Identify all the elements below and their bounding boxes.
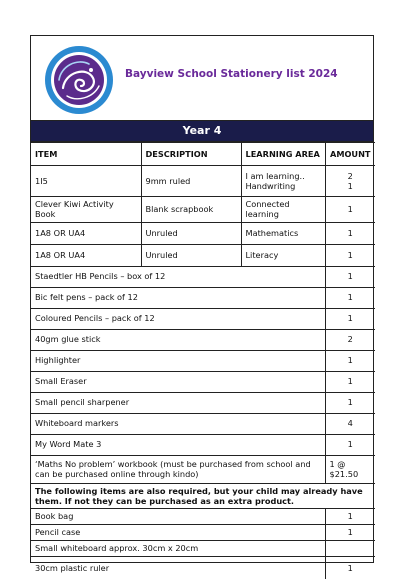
item-cell: Coloured Pencils – pack of 12 (31, 308, 325, 329)
item-cell: Whiteboard markers (31, 413, 325, 434)
area-cell (241, 166, 325, 197)
table-row (31, 557, 375, 579)
amount-cell: 1 (325, 197, 375, 223)
column-header-description: DESCRIPTION (141, 143, 241, 166)
description-cell: Blank scrapbook (141, 197, 241, 223)
amount-cell: 1 (325, 222, 375, 244)
table-row (31, 541, 375, 557)
item-cell: Bic felt pens – pack of 12 (31, 287, 325, 308)
table-row (31, 434, 375, 455)
table-row (31, 525, 375, 541)
amount-cell (325, 455, 375, 483)
table-row (31, 509, 375, 525)
area-cell: Mathematics (241, 222, 325, 244)
column-header-area: LEARNING AREA (241, 143, 325, 166)
table-row (31, 287, 375, 308)
description-cell: Unruled (141, 244, 241, 266)
item-cell: Small whiteboard approx. 30cm x 20cm (31, 541, 325, 557)
table-row (31, 350, 375, 371)
description-cell: 9mm ruled (141, 166, 241, 197)
table-row (31, 455, 375, 483)
document-header (31, 36, 373, 121)
item-cell: 30cm plastic ruler (31, 557, 325, 579)
item-cell: 1A8 OR UA4 (31, 222, 141, 244)
amount-cell: 1 (325, 434, 375, 455)
table-row (31, 413, 375, 434)
table-row (31, 371, 375, 392)
table-row (31, 392, 375, 413)
table-row (31, 166, 375, 197)
item-cell: 1I5 (31, 166, 141, 197)
table-row (31, 329, 375, 350)
table-row (31, 308, 375, 329)
amount-cell: 1 (325, 371, 375, 392)
item-cell: Clever Kiwi Activity Book (31, 197, 141, 223)
amount-cell: 1 (325, 350, 375, 371)
amount-cell: 1 (325, 308, 375, 329)
table-row (31, 266, 375, 287)
stationery-table (31, 142, 375, 579)
item-cell: ‘Maths No problem’ workbook (must be purchased from school and can be purchased online through kindo) (31, 455, 325, 483)
amount-cell (325, 541, 375, 557)
area-line: I am learning.. (245, 170, 305, 181)
school-title: Bayview School Stationery list 2024 (125, 68, 338, 80)
column-header-item: ITEM (31, 143, 141, 166)
table-row (31, 244, 375, 266)
amount-cell: 1 (325, 266, 375, 287)
price-line: $21.50 (329, 469, 359, 479)
table-row (31, 222, 375, 244)
item-cell: Highlighter (31, 350, 325, 371)
amount-cell: 1 (325, 244, 375, 266)
column-header-amount: AMOUNT (325, 143, 375, 166)
table-header-row (31, 143, 375, 166)
area-cell: Connected learning (241, 197, 325, 223)
amount-line: 1 (347, 181, 353, 191)
amount-cell: 1 (325, 392, 375, 413)
item-cell: Pencil case (31, 525, 325, 541)
area-line: Handwriting (245, 181, 296, 191)
year-banner: Year 4 (31, 121, 373, 142)
item-cell: My Word Mate 3 (31, 434, 325, 455)
amount-line: 1 @ (329, 458, 346, 469)
area-cell: Literacy (241, 244, 325, 266)
item-cell: Small Eraser (31, 371, 325, 392)
amount-line: 2 (347, 170, 353, 181)
item-cell: 40gm glue stick (31, 329, 325, 350)
table-row (31, 197, 375, 223)
school-logo (43, 44, 115, 116)
amount-cell: 1 (325, 509, 375, 525)
amount-cell: 2 (325, 329, 375, 350)
stationery-list-document (30, 35, 374, 573)
amount-cell: 1 (325, 287, 375, 308)
amount-cell: 1 (325, 525, 375, 541)
amount-cell: 4 (325, 413, 375, 434)
notice-row (31, 483, 375, 509)
description-cell: Unruled (141, 222, 241, 244)
item-cell: Staedtler HB Pencils – box of 12 (31, 266, 325, 287)
item-cell: Small pencil sharpener (31, 392, 325, 413)
item-cell: Book bag (31, 509, 325, 525)
amount-cell: 1 (325, 557, 375, 579)
item-cell: 1A8 OR UA4 (31, 244, 141, 266)
notice-text: The following items are also required, but your child may already have them. If not they can be purchased as an extra product. (31, 483, 375, 509)
amount-cell (325, 166, 375, 197)
